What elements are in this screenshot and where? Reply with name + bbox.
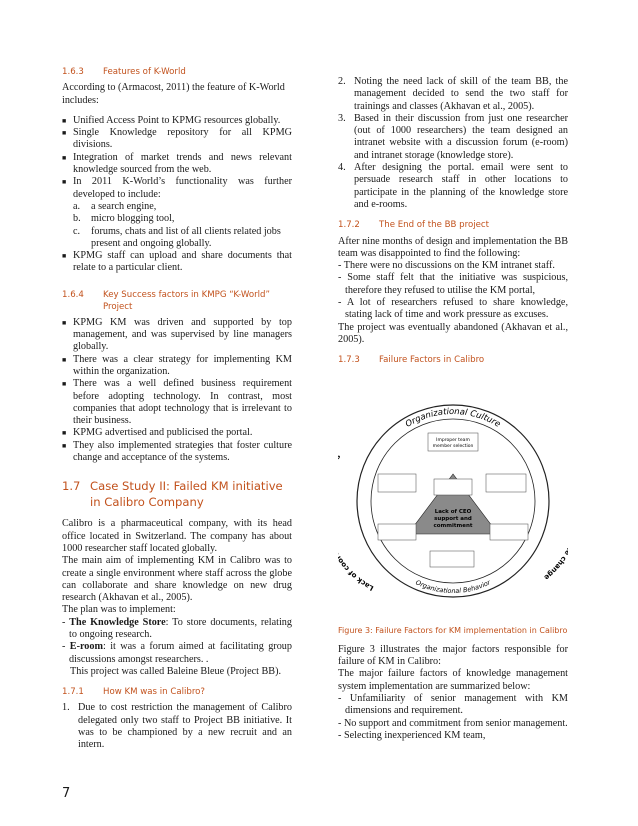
factor-box	[378, 524, 416, 540]
square-bullet-icon: ■	[62, 441, 67, 450]
square-bullet-icon: ■	[62, 153, 67, 162]
factor-box	[486, 474, 526, 492]
factor-box	[378, 474, 416, 492]
list-item: ■ Single Knowledge repository for all KPMG divisions.	[62, 127, 292, 151]
paragraph: Calibro is a pharmaceutical company, with its head office located in Switzerland. The company has about 1000 researcher staff located globally.	[62, 518, 292, 554]
paragraph: The main aim of implementing KM in Calibro was to create a single environment where staff across the globe can collaborate and share knowledge on new drug research (Akhavan et al., 2005).	[62, 555, 292, 604]
top-arc-label: Organizational Culture	[403, 406, 503, 430]
dash-item: - The Knowledge Store: To store documents, relating to ongoing research.	[62, 616, 292, 640]
factor-box	[434, 479, 472, 495]
bottom-arc-label: Organizational Behavior	[414, 577, 492, 595]
svg-text:Improper team: Improper team	[436, 437, 470, 443]
dash-item: - Some staff felt that the initiative was suspicious, therefore they refused to utilise the KM portal,	[338, 272, 568, 296]
list-item: ■ Integration of market trends and news relevant knowledge sourced from the web.	[62, 151, 292, 176]
svg-text:member selection: member selection	[432, 443, 474, 449]
factor-box	[490, 524, 528, 540]
square-bullet-icon: ■	[62, 380, 67, 389]
square-bullet-icon: ■	[62, 318, 67, 327]
section-1-7-2-heading: 1.7.2 The End of the BB project	[338, 220, 489, 231]
square-bullet-icon: ■	[62, 129, 67, 138]
numbered-item: 1. Due to cost restriction the management of Calibro delegated only two staff to Project BB initiative. It was to be championed by a new recruit and an intern.	[62, 702, 292, 751]
numbered-item: 3. Based in their discussion from just one researcher (out of 1000 researchers) the team designed an intranet website with a discussion forum (e-room) and intranet storage (knowledge store).	[338, 112, 568, 161]
sub-list-item: b. micro blogging tool,	[73, 213, 175, 225]
list-item: ■ They also implemented strategies that foster culture change and acceptance of the systems.	[62, 439, 292, 464]
list-item: ■ Unified Access Point to KPMG resources globally.	[62, 114, 281, 126]
square-bullet-icon: ■	[62, 252, 67, 261]
paragraph: The major failure factors of knowledge management system implementation are summarized below:	[338, 668, 568, 692]
failure-factors-figure	[338, 379, 568, 619]
dash-item: - E-room: it was a forum aimed at facilitating group discussions amongst researchers. .	[62, 641, 292, 665]
dash-item: - A lot of researchers refused to share knowledge, stating lack of time and work pressure as excuses.	[338, 297, 568, 321]
paragraph: Figure 3 illustrates the major factors responsible for failure of KM in Calibro:	[338, 643, 568, 668]
section-1-6-3-heading: 1.6.3 Features of K-World	[62, 67, 186, 77]
center-label-3: commitment	[433, 522, 473, 529]
left-column	[62, 66, 292, 752]
center-label-1: Lack of CEO	[434, 508, 472, 515]
section-1-6-4-heading: 1.6.4 Key Success factors in KMPG “K-World” Project	[62, 289, 270, 312]
section-1-7-heading: 1.7 Case Study II: Failed KM initiative in Calibro Company	[62, 479, 283, 510]
sub-list-item: c. forums, chats and list of all clients related jobs present and ongoing globally.	[73, 225, 281, 249]
numbered-item: 2. Noting the need lack of skill of the team BB, the management decided to send the two staff for trainings and classes (Akhavan et al., 2005).	[338, 76, 568, 112]
dash-item: - There were no discussions on the KM intranet staff.	[338, 260, 555, 272]
square-bullet-icon: ■	[62, 355, 67, 364]
section-1-7-3-heading: 1.7.3 Failure Factors in Calibro	[338, 355, 485, 366]
dash-item: - No support and commitment from senior management.	[338, 717, 568, 729]
sub-list-item: a. a search engine,	[73, 200, 157, 212]
paragraph: The plan was to implement:	[62, 604, 176, 616]
paragraph: According to (Armacost, 2011) the feature of K-World includes:	[62, 82, 285, 106]
center-label-2: support and	[434, 515, 472, 522]
right-arc-label: change	[542, 554, 568, 582]
square-bullet-icon: ■	[62, 116, 67, 125]
list-item: ■ There was a well defined business requirement before adopting technology. In contrast, most companies that adopt technology that is irrelevant to their business.	[62, 378, 292, 427]
right-column	[338, 76, 568, 742]
dash-item: - Unfamiliarity of senior management with KM dimensions and requirement.	[338, 693, 568, 717]
left-arc-label: Lack of co	[339, 559, 376, 592]
square-bullet-icon: ■	[62, 429, 67, 438]
list-item: ■ KPMG KM was driven and supported by top management, and was supervised by line managers globally.	[62, 316, 292, 353]
numbered-item: 4. After designing the portal. email were sent to persuade research staff in other locations to participate in the planning of the knowledge store and e-rooms.	[338, 162, 568, 210]
list-item: ■ There was a clear strategy for implementing KM within the organization.	[62, 353, 292, 377]
paragraph: After nine months of design and implementation the BB team was disappointed to find the following:	[338, 235, 568, 259]
paragraph: This project was called Baleine Bleue (Project BB).	[70, 665, 282, 677]
paragraph: The project was eventually abandoned (Akhavan et al., 2005).	[338, 321, 568, 345]
dash-item: - Selecting inexperienced KM team,	[338, 729, 486, 741]
list-item: ■ KPMG staff can upload and share documents that relate to a particular client.	[62, 250, 292, 274]
list-item: ■ KPMG advertised and publicised the portal.	[62, 427, 253, 439]
factor-box	[430, 551, 474, 567]
square-bullet-icon: ■	[62, 178, 67, 187]
section-1-7-1-heading: 1.7.1 How KM was in Calibro?	[62, 687, 205, 698]
page-number: 7	[62, 786, 71, 801]
list-item: ■ In 2011 K-World’s functionality was further developed to include:	[62, 176, 292, 200]
figure-caption: Figure 3: Failure Factors for KM implementation in Calibro	[338, 625, 568, 635]
